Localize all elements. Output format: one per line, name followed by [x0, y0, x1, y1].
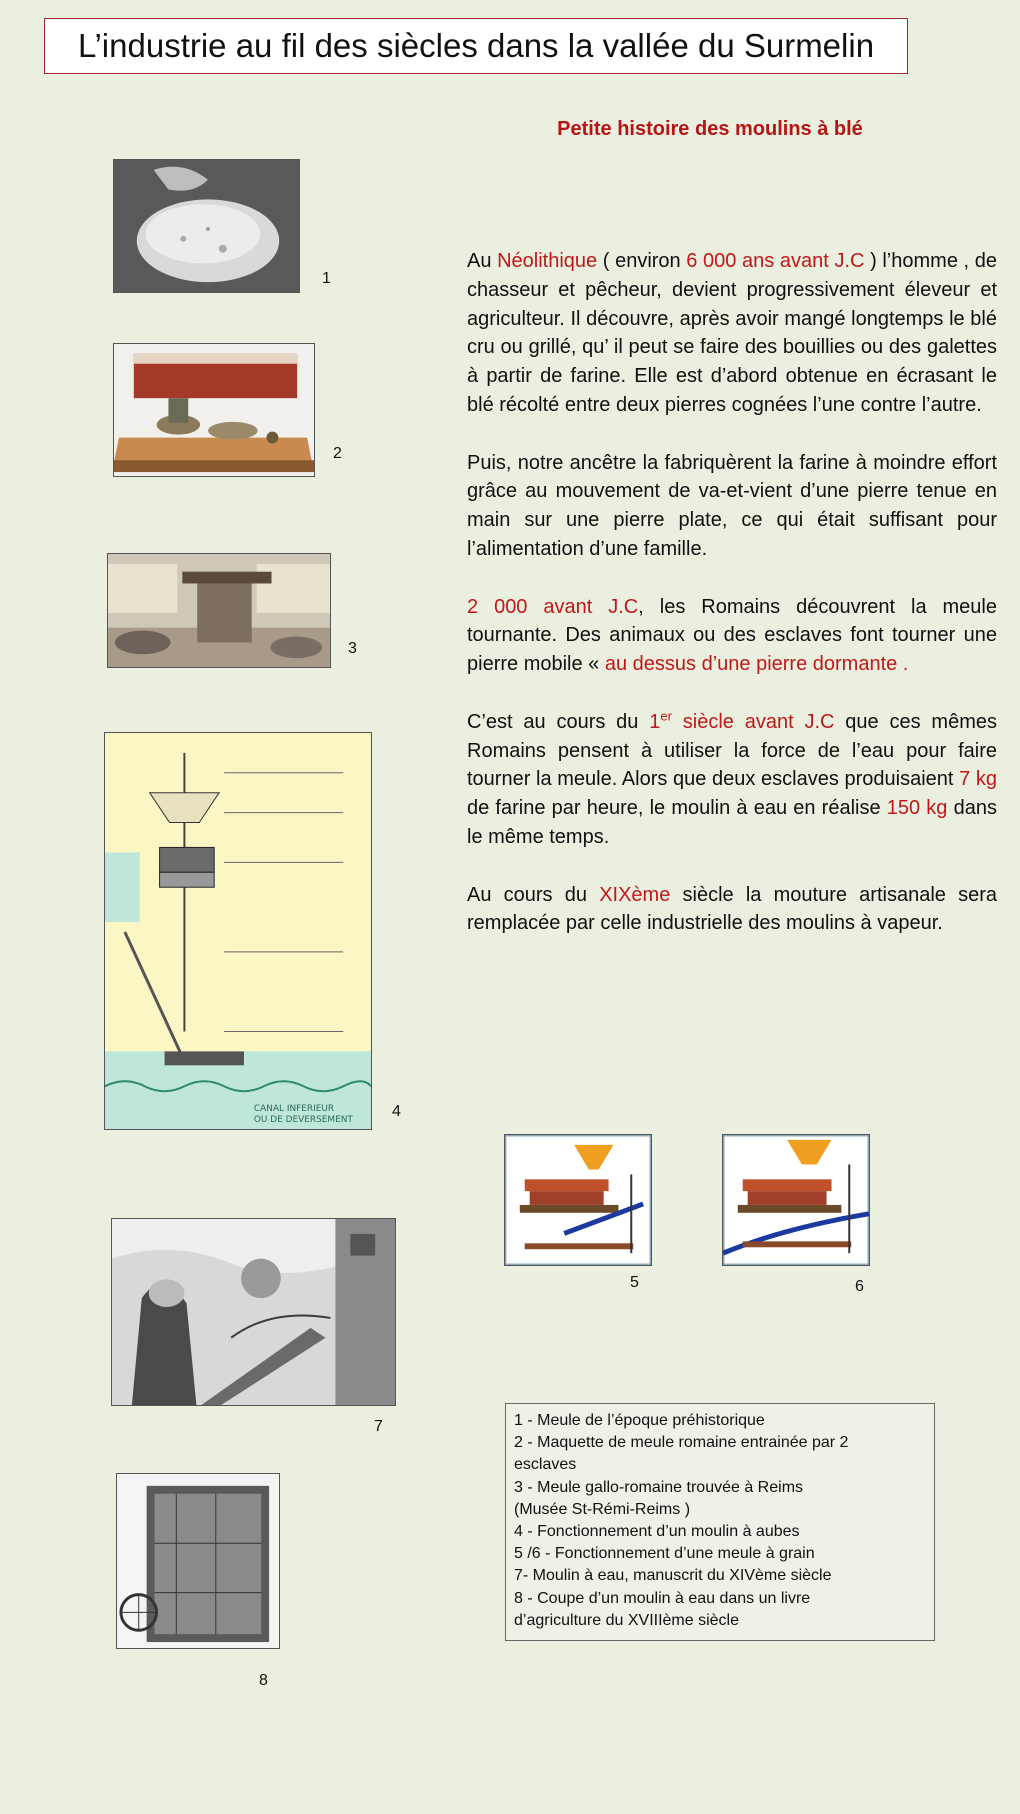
photo-prehistoric-millstone [113, 159, 300, 293]
image-number-3: 3 [348, 640, 357, 657]
image-legend [505, 1403, 935, 1641]
highlight-text: 150 kg [886, 797, 948, 820]
legend-item: (Musée St-Rémi-Reims ) [514, 1500, 691, 1518]
photo-gallo-roman-millstone [107, 553, 331, 668]
diagram-water-mill [104, 732, 372, 1130]
diagram-grain-mill-b [722, 1134, 870, 1266]
image-number-6: 6 [855, 1278, 864, 1295]
paragraph-steam-mills [467, 881, 997, 939]
legend-item: 5 /6 - Fonctionnement d’une meule à grain [514, 1545, 815, 1563]
text-run: C’est au cours du [467, 710, 650, 733]
photo-roman-mill-model [113, 343, 315, 477]
text-run: ( environ [597, 250, 687, 272]
highlight-text: 2 000 avant J.C [467, 595, 639, 618]
history-text [467, 247, 997, 967]
highlight-text: au dessus d’une pierre dormante . [604, 653, 909, 676]
text-run: dans le même temps. [467, 797, 997, 848]
legend-item: 2 - Maquette de meule romaine entrainée par 2 [514, 1434, 849, 1452]
diagram-caption-line1: CANAL INFERIEUR [253, 1104, 335, 1115]
image-number-4: 4 [392, 1103, 401, 1120]
diagram-grain-mill-a [504, 1134, 652, 1266]
highlight-text: 7 kg [959, 768, 997, 791]
text-run: , les Romains découvrent la meule tournante. Des animaux ou des esclaves font tourner une pierre mobile « [467, 595, 997, 676]
image-number-5: 5 [630, 1274, 639, 1291]
legend-item: 3 - Meule gallo-romaine trouvée à Reims [514, 1478, 804, 1496]
engraving-mill-cross-section [116, 1473, 280, 1649]
superscript: er [660, 708, 672, 724]
highlight-text: Néolithique [497, 250, 598, 272]
text-run: que ces mêmes Romains pensent à utiliser la force de l’eau pour faire tourner la meule. Alors que deux esclaves produisaient [467, 710, 997, 791]
image-number-8: 8 [259, 1672, 268, 1689]
image-number-2: 2 [333, 445, 342, 462]
text-run: siècle la mouture artisanale sera remplacée par celle industrielle des moulins à vapeur. [467, 883, 997, 935]
text-run: de farine par heure, le moulin à eau en réalise [467, 797, 887, 820]
legend-item: 1 - Meule de l’époque préhistorique [514, 1412, 765, 1429]
image-number-7: 7 [374, 1418, 383, 1435]
paragraph-hand-stone: Puis, notre ancêtre la fabriquèrent la farine à moindre effort grâce au mouvement de va-et-vient d’une pierre tenue en main sur une pierre plate, ce qui était suffisant pour l’alimentation d’une famille. [467, 451, 997, 560]
image-number-1: 1 [322, 270, 331, 287]
text-run: Au cours du [467, 883, 600, 906]
paragraph-neolithic [467, 247, 997, 420]
highlight-text: XIXème [599, 883, 671, 906]
highlight-text: 6 000 ans avant J.C [686, 250, 865, 272]
text-run: Au [467, 250, 498, 272]
text-run: ) l’homme , de chasseur et pêcheur, devient progressivement éleveur et agriculteur. Il découvre, après avoir mangé longtemps le blé cru ou grillé, qu’ il peut se faire des bouillies ou des galettes à partir de farine. Elle est d’abord obtenue en écrasant le blé récolté entre deux pierres cognées l’une contre l’autre. [467, 250, 997, 416]
legend-item: 7- Moulin à eau, manuscrit du XIVème siècle [514, 1567, 832, 1585]
legend-item: d’agriculture du XVIIIème siècle [514, 1611, 739, 1629]
engraving-water-mill [111, 1218, 396, 1406]
page-title: L’industrie au fil des siècles dans la vallée du Surmelin [44, 18, 908, 74]
diagram-caption-line2: OU DE DEVERSEMENT [253, 1115, 353, 1126]
section-subtitle: Petite histoire des moulins à blé [557, 118, 863, 140]
highlight-text: siècle avant J.C [671, 710, 835, 733]
legend-item: esclaves [514, 1456, 577, 1474]
paragraph-water-power [467, 708, 997, 852]
legend-item: 4 - Fonctionnement d’un moulin à aubes [514, 1523, 800, 1541]
legend-item: 8 - Coupe d’un moulin à eau dans un livre [514, 1589, 811, 1607]
highlight-text: 1 [649, 710, 661, 733]
paragraph-romans [467, 593, 997, 679]
